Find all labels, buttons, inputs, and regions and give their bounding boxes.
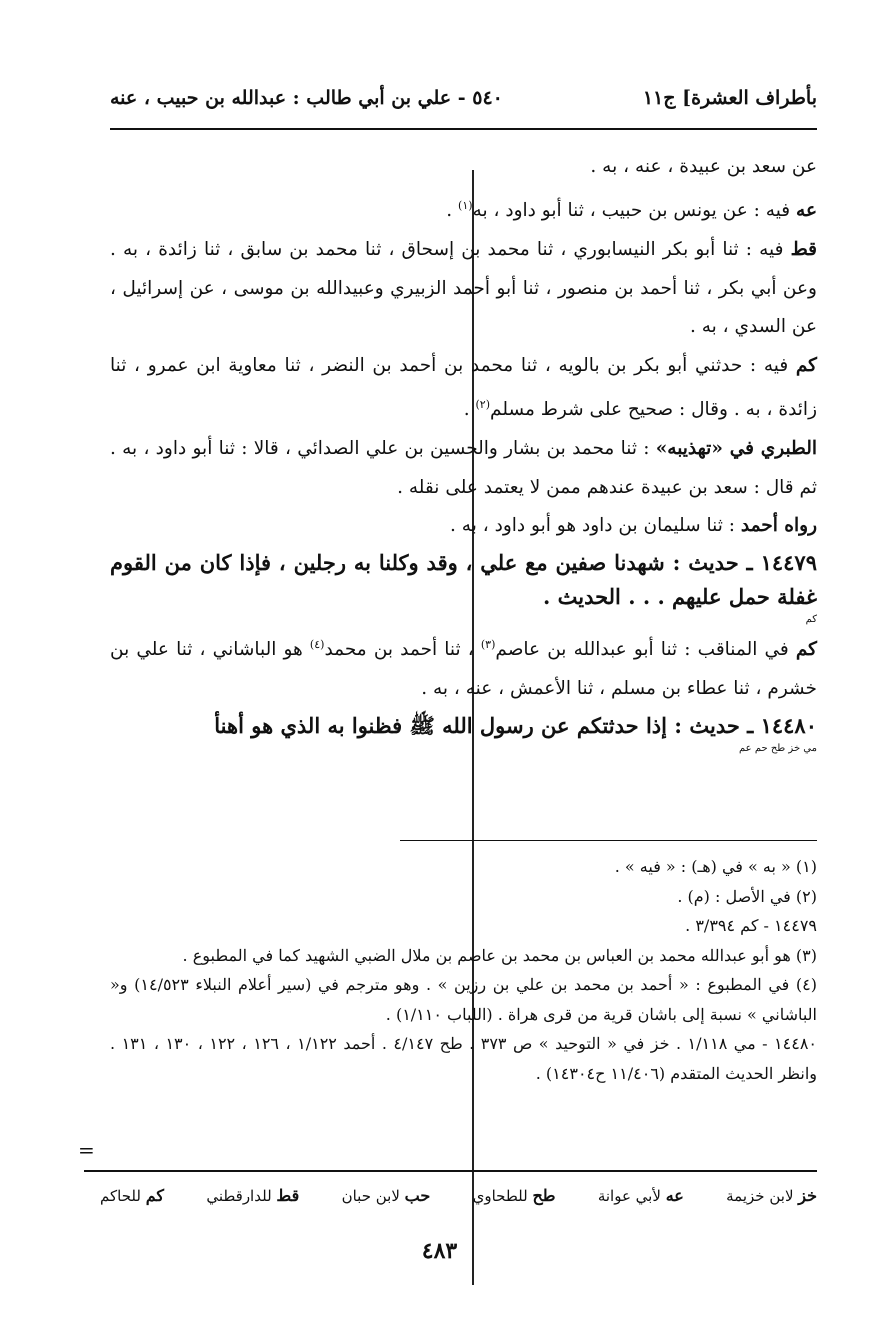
- margin-mark: =: [78, 1138, 95, 1162]
- header-rule: [110, 128, 817, 130]
- source-entry-manaqib: كم في المناقب : ثنا أبو عبدالله بن عاصم$^{(٣)}$ ، ثنا أحمد بن محمد$^{(٤)}$ هو الباشاني ، ثنا علي بن خشرم ، ثنا عطاء بن مسلم ، ثنا الأعمش ، عنه ، به .: [110, 638, 817, 700]
- footnote: (٣) هو أبو عبدالله محمد بن العباس بن محمد بن عاصم بن ملال الضبي الشهيد كما في المطبوع .: [182, 945, 817, 965]
- legend-item: عه لأبي عوانة: [597, 1186, 684, 1205]
- footnote: (١) « به » في (هـ) : « فيه » .: [614, 857, 817, 876]
- page-number: ٤٨٣: [421, 1238, 458, 1264]
- footnotes: [110, 852, 817, 1088]
- running-header: [110, 82, 817, 114]
- legend-item: كم للحاكم: [100, 1186, 164, 1205]
- header-book-volume: بأطراف العشرة] ج١١: [642, 87, 817, 109]
- hadith-source-codes: مي خز طح حم عم: [739, 743, 817, 755]
- hadith-heading-14479: ١٤٤٧٩ ـ حديث : شهدنا صفين مع علي ، وقد وكلنا به رجلين ، فإذا كان من القوم غفلة حمل عليهم . . . الحديث .: [110, 550, 817, 610]
- footnote: (٢) في الأصل : (م) .: [677, 886, 817, 906]
- footnote-ref: (٤): [309, 638, 325, 652]
- footnote: ١٤٤٧٩ - كم ٣/٣٩٤ .: [685, 916, 817, 935]
- hadith-source-codes: كم: [805, 614, 817, 626]
- hadith-heading-14480: ١٤٤٨٠ ـ حديث : إذا حدثتكم عن رسول الله ﷺ فظنوا به الذي هو أهنأ: [214, 713, 817, 739]
- abbreviation-legend: [100, 1186, 817, 1205]
- footnote: ١٤٤٨٠ - مي ١/١١٨ . خز في « التوحيد » ص ٣٧٣ . طح ٤/١٤٧ . أحمد ١/١٢٢ ، ١٢٦ ، ١٢٢ ، ١٣٠ ، ١٣١ . وانظر الحديث المتقدم (١١/٤٠٦ ح١٤٣٠٤) .: [110, 1034, 818, 1083]
- footnote-ref: (٢): [475, 397, 491, 411]
- source-entry-qt: قط فيه : ثنا أبو بكر النيسابوري ، ثنا محمد بن إسحاق ، ثنا محمد بن سابق ، ثنا زائدة ، به . وعن أبي بكر ، ثنا أحمد بن منصور ، ثنا أبو أحمد الزبيري وعبيدالله بن موسى ، عن إسرائيل ، عن السدي ، به .: [110, 238, 817, 338]
- legend-item: خز لابن خزيمة: [726, 1186, 817, 1205]
- text-line: عن سعد بن عبيدة ، عنه ، به .: [590, 156, 817, 177]
- main-text: [110, 148, 817, 755]
- source-entry-ahmad: رواه أحمد : ثنا سليمان بن داود هو أبو داود ، به .: [450, 515, 817, 537]
- legend-item: قط للدارقطني: [206, 1186, 300, 1205]
- legend-item: حب لابن حبان: [341, 1186, 431, 1205]
- legend-item: طح للطحاوي: [472, 1186, 556, 1205]
- hadith-number: ١٤٤٨٠: [760, 713, 817, 739]
- source-entry-tabari: الطبري في «تهذيبه» : ثنا محمد بن بشار والحسين بن علي الصدائي ، قالا : ثنا أبو داود ، به . ثم قال : سعد بن عبيدة عندهم ممن لا يعتمد على نقله .: [110, 437, 817, 498]
- footnote-ref: (١): [458, 198, 473, 212]
- legend-rule: [84, 1170, 817, 1172]
- footnote: (٤) في المطبوع : « أحمد بن محمد بن علي بن رزين » . وهو مترجم في (سير أعلام النبلاء ١٤/٥٢٣) و« الباشاني » نسبة إلى باشان قرية من قرى هراة . (اللباب ١/١١٠) .: [110, 975, 818, 1024]
- header-section-title: ٥٤٠ - علي بن أبي طالب : عبدالله بن حبيب ، عنه: [110, 87, 503, 109]
- footnote-ref: (٣): [480, 638, 496, 652]
- source-entry-ah: عه فيه : عن يونس بن حبيب ، ثنا أبو داود ، به$^{(١)}$ .: [446, 198, 817, 221]
- footnote-rule: [400, 840, 817, 841]
- hadith-number: ١٤٤٧٩: [760, 550, 817, 576]
- source-entry-km: كم فيه : حدثني أبو بكر بن بالويه ، ثنا محمد بن أحمد بن النضر ، ثنا معاوية ابن عمرو ، ثنا زائدة ، به . وقال : صحيح على شرط مسلم$^{(٢)}$ .: [110, 355, 817, 421]
